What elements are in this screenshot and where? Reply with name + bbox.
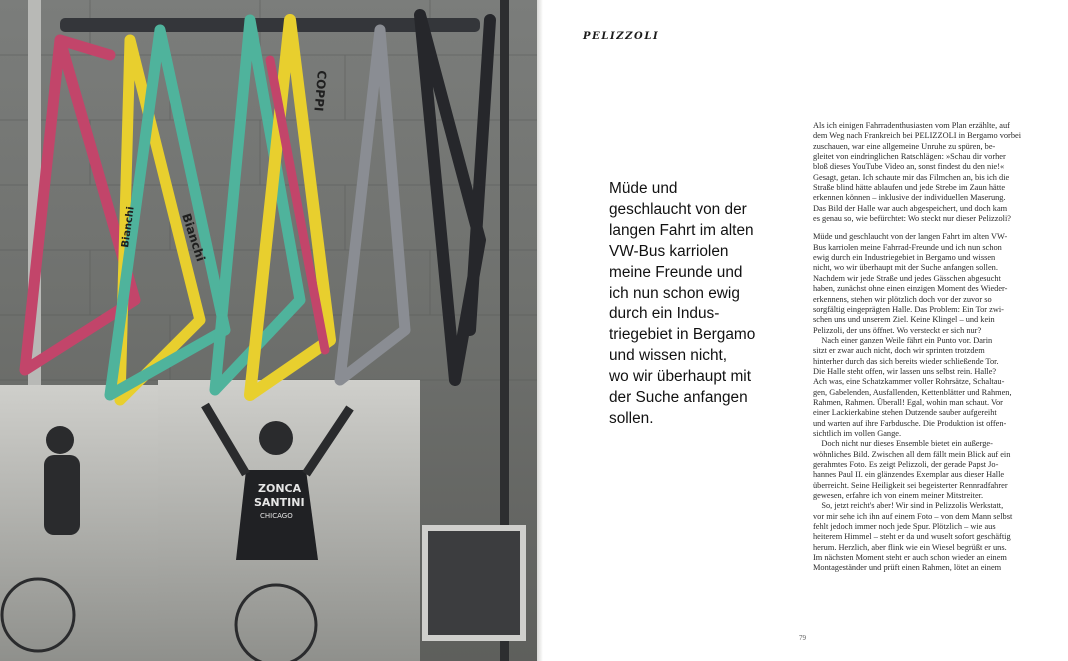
pull-quote [609,179,769,430]
jersey-text-2: SANTINI [254,496,305,509]
body-text-line: dem Weg nach Frankreich bei PELIZZOLI in Bergamo vorbei [813,131,1022,141]
wall-sign [425,528,523,638]
body-text-line: gewesen, erfahre ich von einem meiner Mitstreiter. [813,491,984,501]
pull-quote-line: geschlaucht von der [609,200,747,218]
pull-quote-line: VW-Bus karriolen [609,242,729,260]
body-text-line: bloß dieses YouTube Video an, sonst findest du den nie!« [813,162,1005,172]
jersey-text-1: ZONCA [258,482,302,495]
body-text-line: es genau so, wie befürchtet: Wo steckt nur dieser Pelizzoli? [813,214,1011,224]
body-text-line: heiterem Himmel – steht er da und wuselt sofort geschäftig [813,532,1011,542]
body-text-line: Nachdem wir jede Straße und jedes Gässchen abgesucht [813,273,1001,283]
body-text-line: überreicht. Seine Heiligkeit sei begeisterter Rennradfahrer [813,480,1008,490]
body-text-line: gleitet von eindringlichen Ratschlägen: »Schau dir vorher [813,152,1006,162]
body-text-line: sitzt er zwar auch nicht, doch wir sprinten trotzdem [813,346,985,356]
body-text-line: Doch nicht nur dieses Ensemble bietet ein außerge- [813,439,993,449]
body-text-line: haben, zunächst ohne einen einzigen Moment des Wieder- [813,284,1008,294]
body-text-line: hinterher durch das sich bereits wieder schließende Tor. [813,356,999,366]
pull-quote-line: sollen. [609,409,654,427]
body-text-line: Montageständer und prüft einen Rahmen, lötet an einem [813,563,1002,573]
body-text-line: Im nächsten Moment steht er auch schon wieder an einem [813,553,1007,563]
paragraph-gap [813,224,1031,232]
pull-quote-line: wo wir überhaupt mit [609,368,751,386]
decal-bianchi-2: Bianchi [120,205,137,249]
pull-quote-line: der Suche anfangen [609,389,748,407]
body-text-line: So, jetzt reicht's aber! Wir sind in Pelizzolis Werkstatt, [813,501,1004,511]
pull-quote-line: langen Fahrt im alten [609,221,754,239]
body-text-line: herum. Herzlich, aber flink wie ein Wiesel begrüßt er uns. [813,542,1007,552]
decal-bianchi-1: Bianchi [179,211,208,264]
pull-quote-line: durch ein Indus- [609,305,720,323]
body-text-line: erkennen können – inklusive der individuellen Maserung. [813,193,1006,203]
body-text-line: zuschauen, war eine allgemeine Unruhe zu spüren, be- [813,141,996,151]
body-text-line: einer Lackierkabine stehen Dutzende sauber aufgereiht [813,408,997,418]
running-head: PELIZZOLI [583,31,660,42]
pull-quote-line: meine Freunde und [609,263,743,281]
frame-silver [340,30,405,380]
body-text-line: Die Halle steht offen, wir lassen uns selbst rein. Halle? [813,366,997,376]
body-text-line: und warten auf ihre Farbdusche. Die Produktion ist offen- [813,418,1007,428]
body-text-line: hannes Paul II. ein glänzendes Exemplar aus dieser Halle [813,470,1005,480]
frame-black [420,15,490,380]
body-text-line: gen, Gabelenden, Ausfallenden, Kettenblätter und Rahmen, [813,387,1012,397]
body-text-line: erkennens, stehen wir plötzlich doch vor der zuvor so [813,294,992,304]
body-text-line: Pelizzoli, der uns öffnet. Wo versteckt er sich nur? [813,325,982,335]
body-text-line: Als ich einigen Fahrradenthusiasten vom Plan erzählte, auf [813,121,1010,130]
body-text-line: Ach was, eine Schatzkammer voller Rohrsätze, Schaltau- [813,377,1005,387]
body-text-line: Nach einer ganzen Weile fährt ein Punto vor. Darin [813,335,993,345]
decal-coppi: COPPI [311,69,329,112]
body-text-line: Müde und geschlaucht von der langen Fahrt im alten VW- [813,232,1008,242]
body-text-line: fehlt jedoch immer noch jede Spur. Plötzlich – wie aus [813,522,996,532]
body-text-line: nicht, wo wir überhaupt mit der Suche anfangen sollen. [813,263,998,273]
body-text-line: vor mir sehe ich ihn auf einem Foto – von dem Mann selbst [813,511,1013,521]
body-text-line: schen uns und unserem Ziel. Keine Klingel – und kein [813,315,995,325]
page-number: 79 [799,634,806,642]
body-text-line: gerahmtes Foto. Es zeigt Pelizzoli, der gerade Papst Jo- [813,460,999,469]
body-text-line: Gesagt, getan. Ich schaute mir das Filmchen an, bis ich die [813,172,1010,182]
body-text-line: wöhnliches Bild. Zwischen all dem fällt mein Blick auf ein [813,449,1011,459]
body-text-line: sichtlich im vollen Gange. [813,428,902,438]
pull-quote-line: und wissen nicht, [609,347,728,365]
body-text [813,121,1031,574]
pull-quote-line: ich nun schon ewig [609,284,740,302]
body-text-line: Bus karriolen meine Fahrrad-Freunde und ich nun schon [813,242,1002,252]
body-text-line: sorgfältig eingeprägten Halle. Das Problem: Ein Tor zwi- [813,304,1004,314]
jersey-text-3: CHICAGO [260,512,293,520]
pull-quote-line: Müde und [609,180,678,197]
body-text-line: Das Bild der Halle war auch abgespeichert, und doch kam [813,203,1008,213]
body-text-line: Rahmen, Rahmen. Überall! Egal, wohin man schaut. Vor [813,397,1003,407]
body-text-line: ewig durch ein Industriegebiet in Bergamo und wissen [813,253,996,263]
pull-quote-line: triegebiet in Bergamo [609,326,756,344]
body-text-line: Straße blind hätte ablaufen und jede Strebe im Zaun hätte [813,183,1006,193]
text-page [543,0,1068,661]
